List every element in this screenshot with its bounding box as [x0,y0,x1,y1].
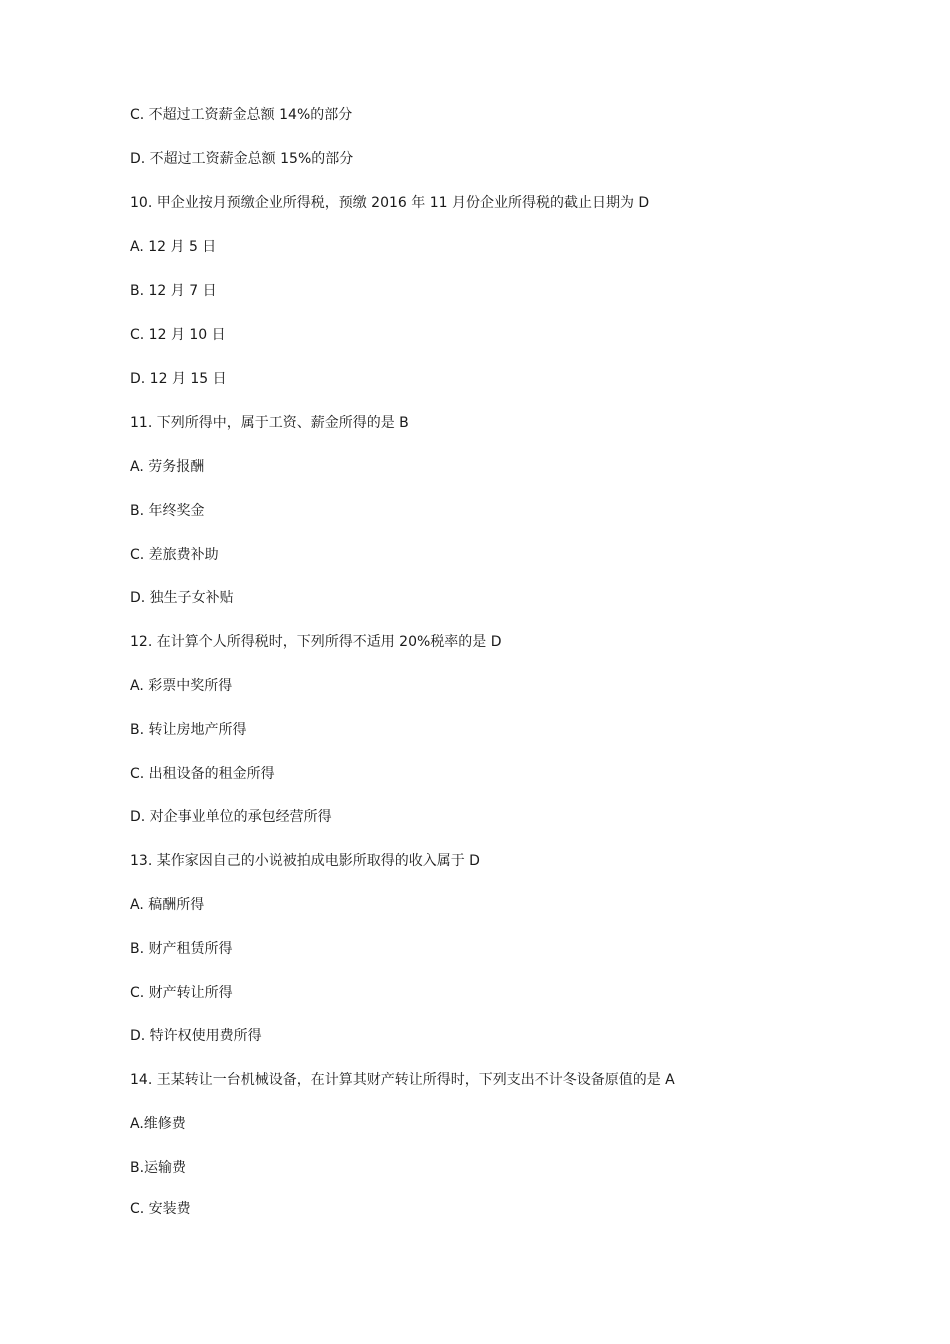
option-c-q13: C. 财产转让所得 [130,985,233,1001]
question-12: 12. 在计算个人所得税时，下列所得不适用 20%税率的是 D [130,634,502,650]
question-11: 11. 下列所得中，属于工资、薪金所得的是 B [130,415,409,431]
option-d-q11: D. 独生子女补贴 [130,590,234,606]
option-c-q14: C. 安装费 [130,1201,191,1217]
question-14: 14. 王某转让一台机械设备，在计算其财产转让所得时，下列支出不计冬设备原值的是 A [130,1072,675,1088]
option-b-q13: B. 财产租赁所得 [130,941,233,957]
option-b-q12: B. 转让房地产所得 [130,722,247,738]
option-d-q13: D. 特许权使用费所得 [130,1028,262,1044]
option-c-q11: C. 差旅费补助 [130,547,219,563]
option-d-q9: D. 不超过工资薪金总额 15%的部分 [130,151,354,167]
option-c-q12: C. 出租设备的租金所得 [130,766,275,782]
option-a-q11: A. 劳务报酬 [130,459,205,475]
option-a-q14: A.维修费 [130,1116,186,1132]
option-d-q12: D. 对企事业单位的承包经营所得 [130,809,332,825]
option-a-q13: A. 稿酬所得 [130,897,205,913]
option-a-q10: A. 12 月 5 日 [130,239,217,255]
question-10: 10. 甲企业按月预缴企业所得税，预缴 2016 年 11 月份企业所得税的截止日期为 D [130,195,650,211]
option-b-q10: B. 12 月 7 日 [130,283,217,299]
option-b-q14: B.运输费 [130,1160,187,1176]
question-13: 13. 某作家因自己的小说被拍成电影所取得的收入属于 D [130,853,480,869]
option-d-q10: D. 12 月 15 日 [130,371,227,387]
option-b-q11: B. 年终奖金 [130,503,205,519]
option-c-q9: C. 不超过工资薪金总额 14%的部分 [130,107,353,123]
option-c-q10: C. 12 月 10 日 [130,327,226,343]
option-a-q12: A. 彩票中奖所得 [130,678,233,694]
